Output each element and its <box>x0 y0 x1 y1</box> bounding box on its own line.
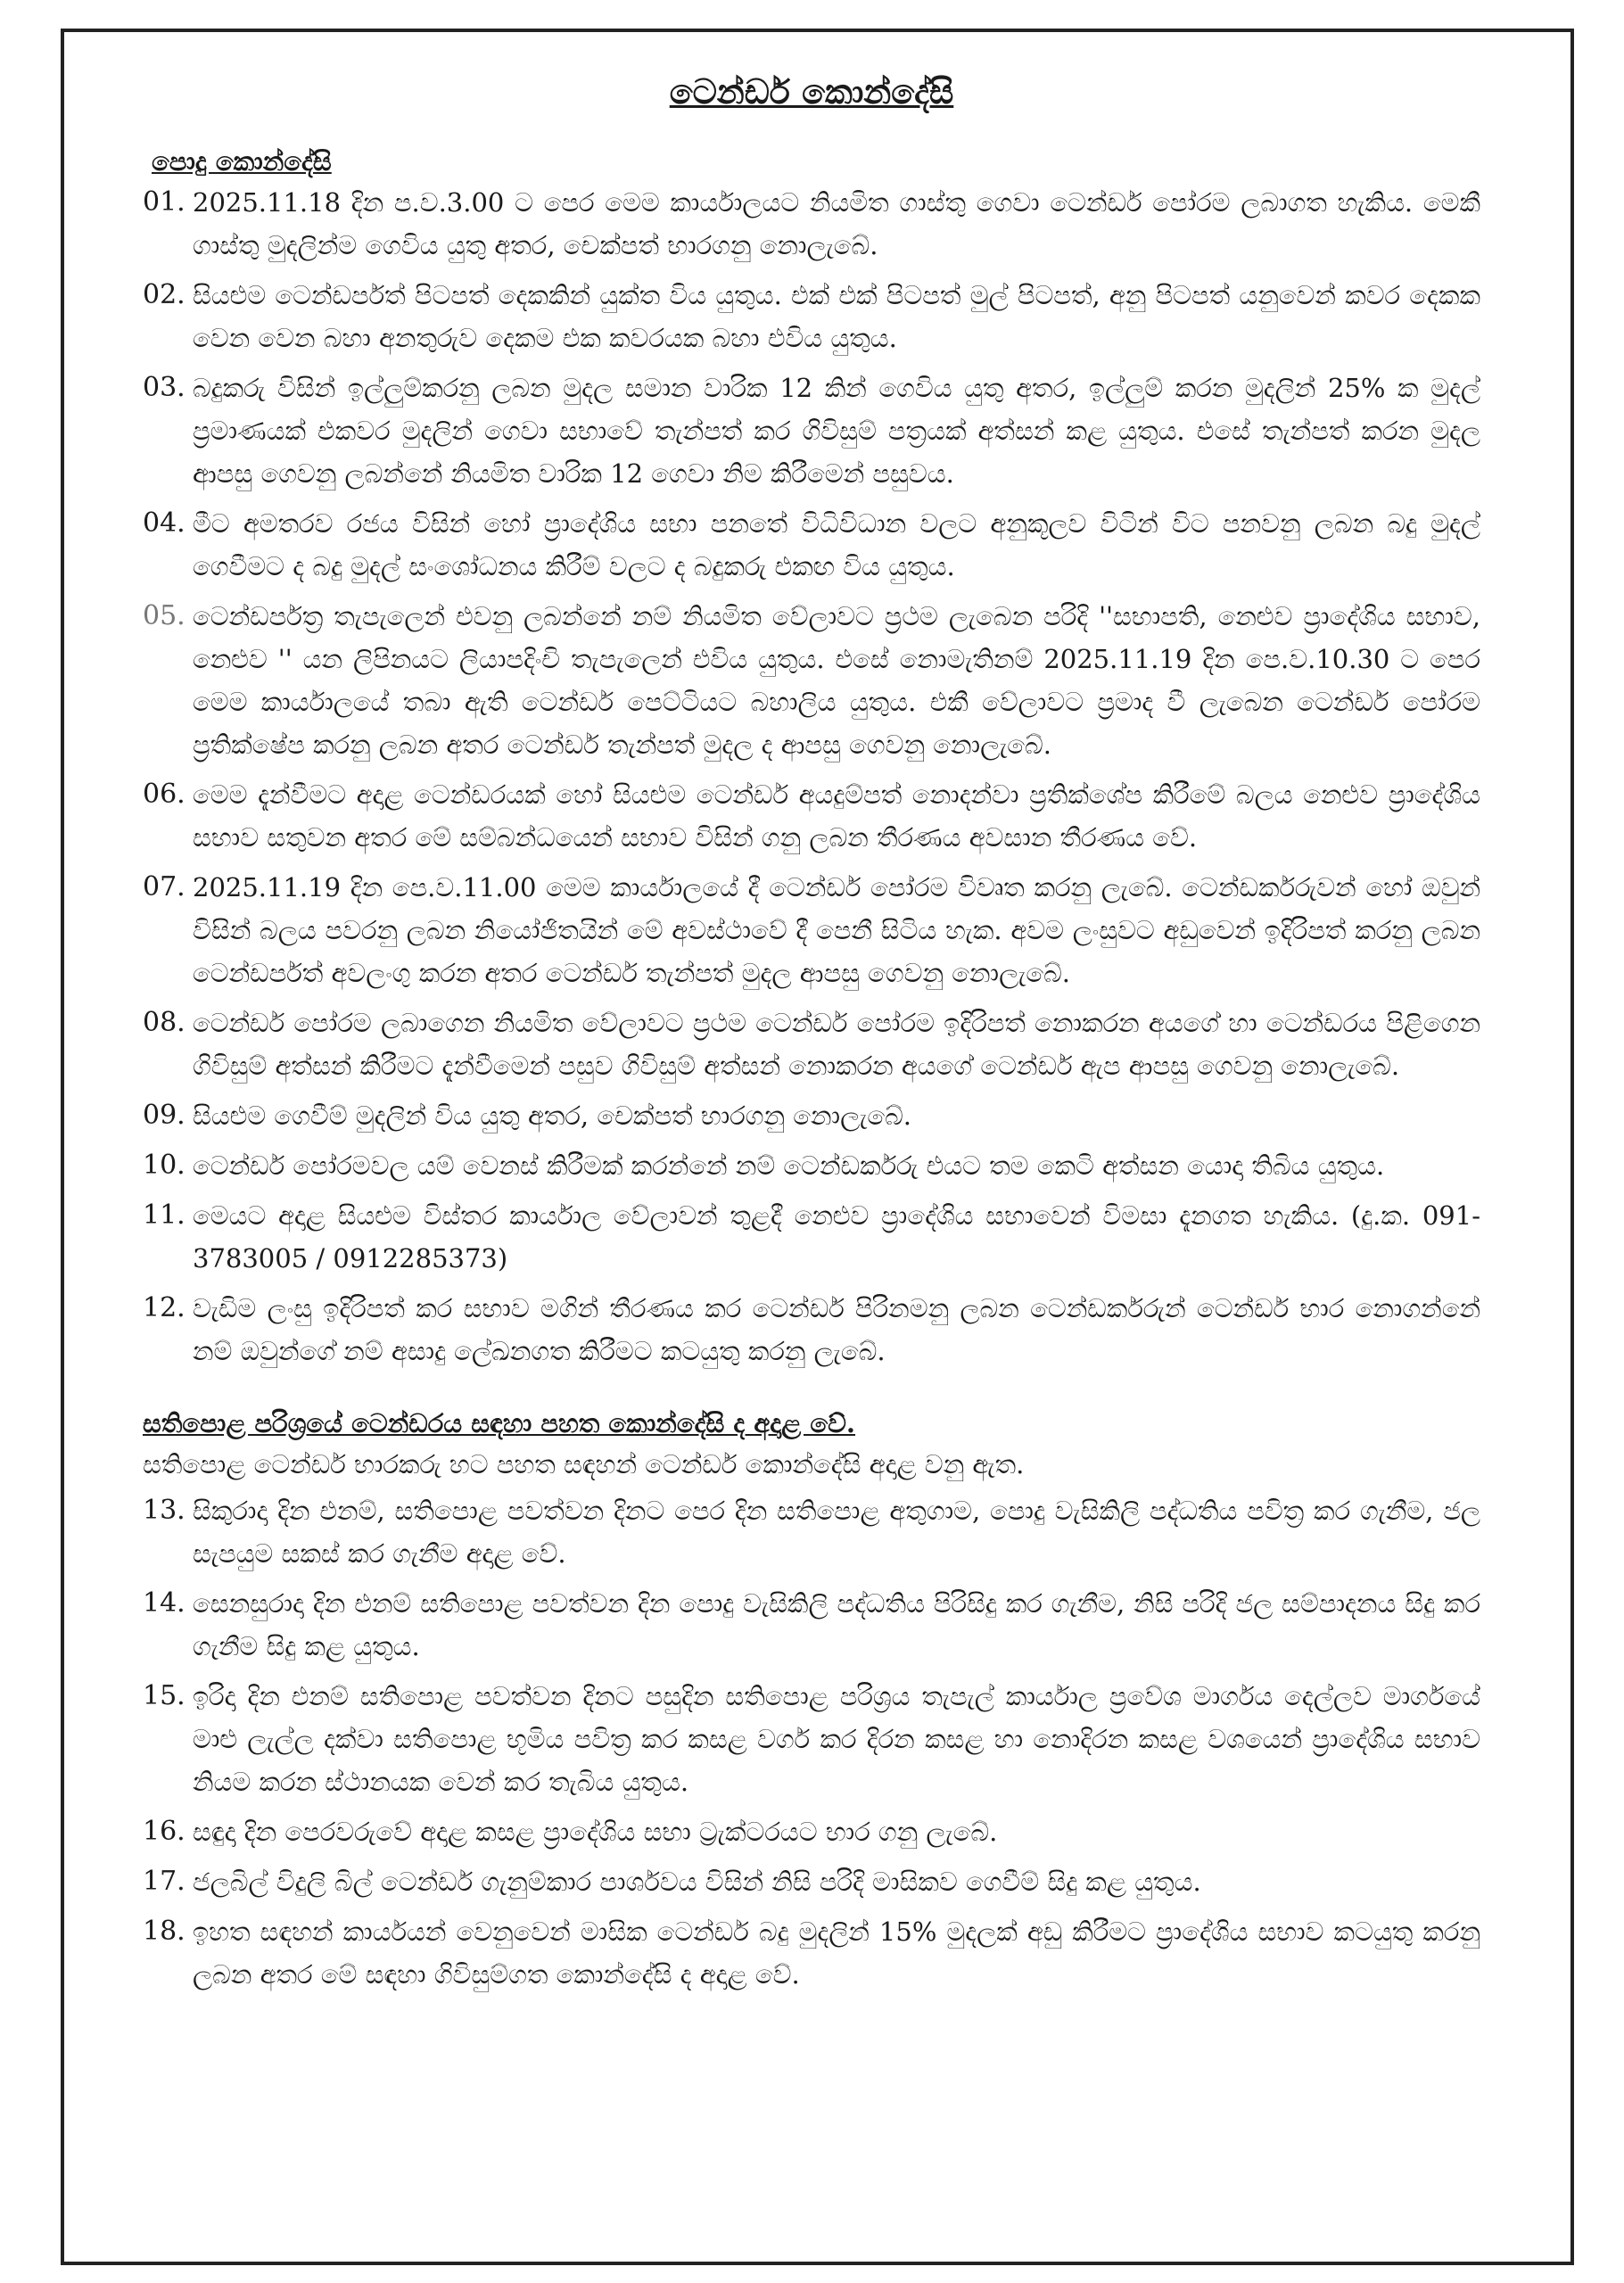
clause-text: ඉරිදා දින එනම් සතිපොළ පවත්වන දිනට පසුදින සතිපොළ පරිශ්‍රය තැපැල් කාර්යාල ප්‍රවේශ මාර්ගය දෙල්ලව මාර්ගයේ මාළු ලැල්ල දක්වා සතිපොළ භූමිය පවිත්‍ර කර කසළ වර්ග කර දිරන කසළ හා නොදිරන කසළ වශයෙන් ප්‍රාදේශිය සභාව නියම කරන ස්ථානයක වෙන් කර තැබිය යුතුය. <box>193 1681 1480 1797</box>
document-title: ටෙන්ඩර් කොන්දේසි <box>669 71 954 111</box>
list-item <box>143 595 1480 766</box>
list-item <box>143 1001 1480 1087</box>
list-item <box>143 773 1480 859</box>
list-item <box>143 274 1480 359</box>
clause-number: 18. <box>143 1916 185 1947</box>
clause-number: 03. <box>143 372 185 403</box>
clause-number: 16. <box>143 1816 185 1847</box>
list-item <box>143 1489 1480 1575</box>
general-conditions-heading: පොදු කොන්දේසි <box>152 146 332 177</box>
list-item <box>143 1582 1480 1668</box>
clause-number: 05. <box>143 600 185 631</box>
clause-text: මෙම දැන්වීමට අදාළ ටෙන්ඩරයක් හෝ සියළුම ටෙන්ඩර් අයදුම්පත් නොදන්වා ප්‍රතික්ශේප කිරීමේ බලය නෙළුව ප්‍රාදේශිය සභාව සතුවන අතර මේ සම්බන්ධයෙන් සභාව විසින් ගනු ලබන තීරණය අවසාන තීරණය වේ. <box>193 779 1480 853</box>
list-item <box>143 866 1480 994</box>
fair-conditions-list <box>143 1489 1480 1996</box>
list-item <box>143 502 1480 588</box>
list-item <box>143 1675 1480 1803</box>
clause-text: සියළුම ටෙන්ඩර්පත් පිටපත් දෙකකින් යුක්ත විය යුතුය. එක් එක් පිටපත් මුල් පිටපත්, අනු පිටපත් යනුවෙන් කවර දෙකක වෙන වෙන බහා අනතුරුව දෙකම එක කවරයක බහා එවිය යුතුය. <box>193 280 1480 353</box>
clause-text: බදුකරු විසින් ඉල්ලුම්කරනු ලබන මුදල සමාන වාරික 12 කින් ගෙවිය යුතු අතර, ඉල්ලුම් කරන මුදලින් 25% ක මුදල් ප්‍රමාණයක් එකවර මුදලින් ගෙවා සභාවේ තැන්පත් කර ගිවිසුම් පත්‍රයක් අත්සන් කළ යුතුය. එසේ තැන්පත් කරන මුදල ආපසු ගෙවනු ලබන්නේ නියමිත වාරික 12 ගෙවා නිම කිරීමෙන් පසුවය. <box>193 373 1480 489</box>
clause-text: 2025.11.18 දින ප.ව.3.00 ට පෙර මෙම කාර්යාලයට නියමිත ගාස්තු ගෙවා ටෙන්ඩර් පෝරම ලබාගත හැකිය. මෙකී ගාස්තු මුදලින්ම ගෙවිය යුතු අතර, චෙක්පත් භාරගනු නොලැබේ. <box>193 187 1480 260</box>
document-body <box>143 62 1480 2003</box>
clause-number: 12. <box>143 1292 185 1323</box>
clause-text: මීට අමතරව රජය විසින් හෝ ප්‍රාදේශිය සභා පනතේ විධිවිධාන වලට අනුකූලව විටින් විට පනවනු ලබන බදු මුදල් ගෙවීමට ද බදු මුදල් සංශෝධනය කිරීම් වලට ද බදුකරු එකඟ විය යුතුය. <box>193 508 1480 581</box>
clause-number: 17. <box>143 1866 185 1897</box>
list-item <box>143 1094 1480 1137</box>
clause-number: 02. <box>143 279 185 310</box>
fair-conditions-intro: සතිපොළ ටෙන්ඩර් භාරකරු හට පහත සඳහන් ටෙන්ඩර් කොන්දේසි අදාළ වනු ඇත. <box>143 1449 1025 1479</box>
clause-text: ටෙන්ඩර්පත්‍ර තැපැලෙන් එවනු ලබන්නේ නම් නියමිත වේලාවට ප්‍රථම ලැබෙන පරිදි ''සභාපති, නෙළුව ප්‍රාදේශිය සභාව, නෙළුව '' යන ලිපිනයට ලියාපදිංචි තැපැලෙන් එවිය යුතුය. එසේ නොමැතිනම් 2025.11.19 දින පෙ.ව.10.30 ට පෙර මෙම කාර්යාලයේ තබා ඇති ටෙන්ඩර් පෙට්ටියට බහාලිය යුතුය. එකී වේලාවට ප්‍රමාද වී ලැබෙන ටෙන්ඩර් පෝරම ප්‍රතික්ෂේප කරනු ලබන අතර ටෙන්ඩර් තැන්පත් මුදල ද ආපසු ගෙවනු නොලැබේ. <box>193 601 1480 760</box>
clause-number: 01. <box>143 186 185 218</box>
clause-text: සෙනසුරාදා දින එනම් සතිපොළ පවත්වන දින පොදු වැසිකිලි පද්ධතිය පිරිසිදු කර ගැනීම, නිසි පරිදි ජල සම්පාදනය සිදු කර ගැනීම සිදු කළ යුතුය. <box>193 1588 1480 1661</box>
list-item <box>143 1287 1480 1372</box>
clause-number: 09. <box>143 1100 185 1131</box>
clause-text: ටෙන්ඩර් පෝරමවල යම් වෙනස් කිරීමක් කරන්නේ නම් ටෙන්ඩර්කරු එයට තම කෙටි අත්සන යොදා තිබිය යුතුය. <box>193 1150 1385 1181</box>
clause-text: සිකුරාදා දින එනම්, සතිපොළ පවත්වන දිනට පෙර දින සතිපොළ අතුගාම, පොදු වැසිකිලි පද්ධතිය පවිත්‍ර කර ගැනීම, ජල සැපයුම සකස් කර ගැනීම අදාළ වේ. <box>193 1496 1480 1569</box>
clause-number: 11. <box>143 1199 185 1231</box>
clause-text: සඳුදා දින පෙරවරුවේ අදාළ කසළ ප්‍රාදේශිය සභා ට්‍රැක්ටරයට භාර ගනු ලැබේ. <box>193 1817 998 1847</box>
list-item <box>143 1860 1480 1903</box>
clause-text: සියළුම ගෙවීම් මුදලින් විය යුතු අතර, චෙක්පත් භාරගනු නොලැබේ. <box>193 1100 912 1131</box>
clause-number: 15. <box>143 1680 185 1711</box>
clause-text: ටෙන්ඩර් පෝරම ලබාගෙන නියමිත වේලාවට ප්‍රථම ටෙන්ඩර් පෝරම ඉදිරිපත් නොකරන අයගේ හා ටෙන්ඩරය පිළිගෙන ගිවිසුම් අත්සන් කිරීමට දැන්වීමෙන් පසුව ගිවිසුම් අත්සන් නොකරන අයගේ ටෙන්ඩර් ඇප ආපසු ගෙවනු නොලැබේ. <box>193 1008 1480 1081</box>
list-item <box>143 367 1480 495</box>
list-item <box>143 1144 1480 1187</box>
clause-text: ජලබිල් විදුලි බිල් ටෙන්ඩර් ගැනුම්කාර පාර්ශවය විසින් නිසි පරිදි මාසිකව ගෙවීම් සිදු කළ යුතුය. <box>193 1867 1201 1897</box>
clause-number: 07. <box>143 871 185 902</box>
clause-text: ඉහත සඳහන් කාර්යයන් වෙනුවෙන් මාසික ටෙන්ඩර් බදු මුදලින් 15% මුදලක් අඩු කිරීමට ප්‍රාදේශිය සභාව කටයුතු කරනු ලබන අතර මේ සඳහා ගිවිසුම්ගත කොන්දේසි ද අදාළ වේ. <box>193 1916 1480 1990</box>
clause-text: වැඩිම ලංසු ඉදිරිපත් කර සභාව මගින් තීරණය කර ටෙන්ඩර් පිරිනමනු ලබන ටෙන්ඩර්කරුන් ටෙන්ඩර් භාර නොගන්නේ නම් ඔවුන්ගේ නම් අසාදු ලේඛනගත කිරීමට කටයුතු කරනු ලැබේ. <box>193 1293 1480 1366</box>
clause-number: 06. <box>143 779 185 810</box>
list-item <box>143 1194 1480 1280</box>
list-item <box>143 1810 1480 1853</box>
clause-number: 13. <box>143 1495 185 1526</box>
clause-number: 14. <box>143 1587 185 1619</box>
clause-number: 10. <box>143 1150 185 1181</box>
clause-text: මෙයට අදාළ සියළුම විස්තර කාර්යාල වේලාවන් තුළදී නෙළුව ප්‍රාදේශිය සභාවෙන් විමසා දැනගත හැකිය. (දු.ක. 091-3783005 / 0912285373) <box>193 1200 1480 1273</box>
list-item <box>143 1910 1480 1996</box>
fair-conditions-heading: සතිපොළ පරිශ්‍රයේ ටෙන්ඩරය සඳහා පහත කොන්දේසි ද අදාළ වේ. <box>143 1408 856 1438</box>
clause-number: 04. <box>143 507 185 539</box>
general-conditions-list <box>143 181 1480 1372</box>
clause-text: 2025.11.19 දින පෙ.ව.11.00 මෙම කාර්යාලයේ දී ටෙන්ඩර් පෝරම විවෘත කරනු ලැබේ. ටෙන්ඩර්කරුවන් හෝ ඔවුන් විසින් බලය පවරනු ලබන නියෝජිතයින් මේ අවස්ථාවේ දී පෙනී සිටිය හැක. අවම ලංසුවට අඩුවෙන් ඉදිරිපත් කරනු ලබන ටෙන්ඩර්පත් අවලංගු කරන අතර ටෙන්ඩර් තැන්පත් මුදල ආපසු ගෙවනු නොලැබේ. <box>193 872 1480 988</box>
list-item <box>143 181 1480 267</box>
clause-number: 08. <box>143 1007 185 1038</box>
